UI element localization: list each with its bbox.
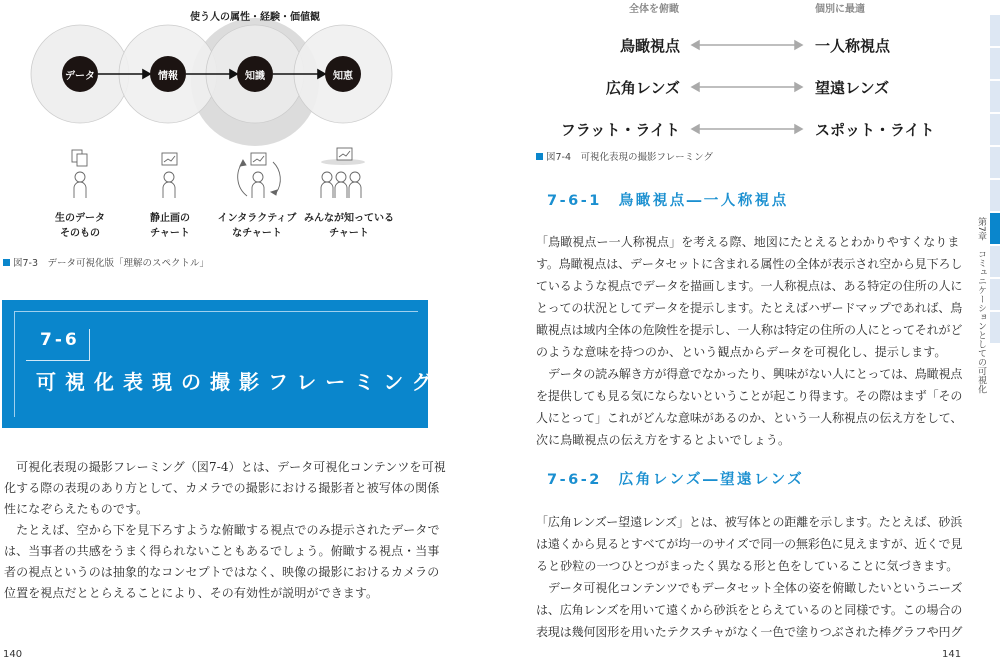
frame-left-label: 鳥瞰視点 bbox=[619, 37, 680, 55]
caption-marker-icon bbox=[3, 259, 10, 266]
chapter-tab-active bbox=[990, 213, 1000, 244]
figure-7-4-caption: 図7-4 可視化表現の撮影フレーミング bbox=[536, 149, 713, 163]
chapter-tab bbox=[990, 147, 1000, 178]
chapter-tab bbox=[990, 312, 1000, 343]
node-label: 知恵 bbox=[333, 71, 353, 82]
chapter-tab bbox=[990, 15, 1000, 46]
stage-label: 静止画の チャート bbox=[150, 213, 190, 239]
section-header-box bbox=[2, 300, 441, 428]
chapter-tab bbox=[990, 246, 1000, 277]
double-arrow-icon bbox=[692, 83, 802, 91]
page-number-right: 141 bbox=[942, 649, 962, 660]
header-overview: 全体を俯瞰 bbox=[629, 4, 679, 15]
chapter-tab bbox=[990, 279, 1000, 310]
chart-person-icon bbox=[162, 153, 177, 198]
attribute-label: 使う人の属性・経験・価値観 bbox=[190, 12, 320, 23]
interactive-chart-person-icon bbox=[238, 153, 281, 198]
header-individual: 個別に最適 bbox=[815, 4, 865, 15]
chapter-tab bbox=[990, 114, 1000, 145]
frame-right-label: 一人称視点 bbox=[815, 37, 891, 55]
section-title: 可視化表現の撮影フレーミング bbox=[36, 370, 441, 394]
frame-right-label: スポット・ライト bbox=[815, 121, 935, 139]
frame-right-label: 望遠レンズ bbox=[815, 79, 890, 97]
subsection-7-6-2-title: 7-6-2 広角レンズ―望遠レンズ bbox=[547, 472, 805, 488]
node-label: 情報 bbox=[158, 71, 178, 82]
section-number: 7-6 bbox=[40, 330, 80, 350]
stage-label: インタラクティブ なチャート bbox=[217, 213, 297, 239]
node-label: 知識 bbox=[245, 71, 265, 82]
frame-left-label: 広角レンズ bbox=[605, 79, 680, 97]
chapter-tab bbox=[990, 180, 1000, 211]
node-label: データ bbox=[65, 71, 95, 82]
figure-7-3-caption: 図7-3 データ可視化版「理解のスペクトル」 bbox=[3, 255, 209, 269]
subsection-7-6-1-title: 7-6-1 鳥瞰視点―一人称視点 bbox=[547, 193, 789, 209]
double-arrow-icon bbox=[692, 41, 802, 49]
frame-left-label: フラット・ライト bbox=[560, 121, 680, 139]
stage-label: みんなが知っている チャート bbox=[304, 213, 394, 239]
stage-label: 生のデータ そのもの bbox=[55, 213, 105, 239]
page-number-left: 140 bbox=[3, 649, 23, 660]
shared-chart-people-icon bbox=[321, 148, 365, 198]
chapter-tab bbox=[990, 48, 1000, 79]
chapter-tab-label: 第7章 コミュニケーションとしての可視化 bbox=[976, 217, 986, 394]
document-person-icon bbox=[72, 150, 87, 198]
chapter-tab bbox=[990, 81, 1000, 112]
double-arrow-icon bbox=[692, 125, 802, 133]
caption-marker-icon bbox=[536, 153, 543, 160]
double-arrows bbox=[690, 30, 805, 140]
